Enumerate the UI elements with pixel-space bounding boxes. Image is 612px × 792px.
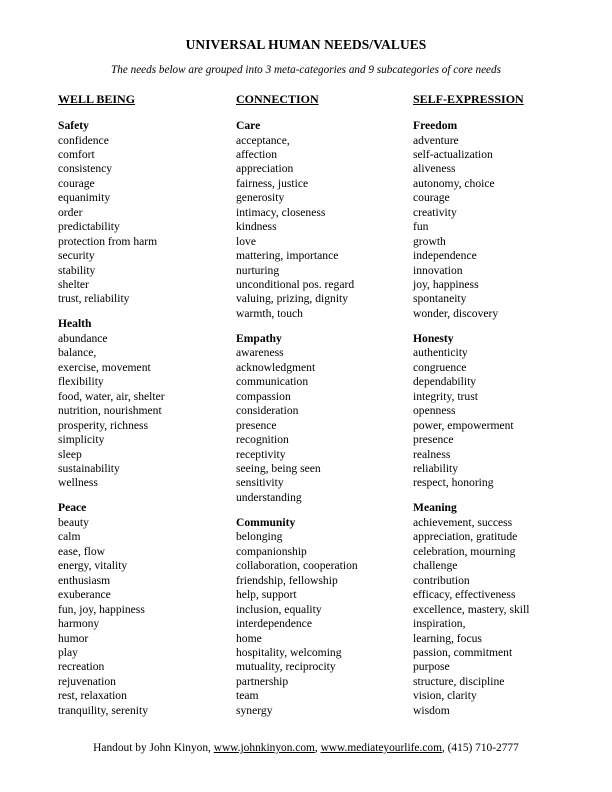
need-item: acknowledgment [236,360,316,374]
need-item: inspiration, [413,617,466,631]
need-item: appreciation, gratitude [413,530,518,544]
need-item: achievement, success [413,515,513,529]
need-item: courage [58,176,95,190]
need-group-peace [58,501,165,718]
need-item: innovation [413,263,463,277]
group-heading: Meaning [413,501,457,515]
need-item: confidence [58,133,109,147]
need-item: simplicity [58,433,105,447]
need-item: hospitality, welcoming [236,646,342,659]
need-item: passion, commitment [413,646,513,659]
need-item: trust, reliability [58,292,130,306]
need-item: wisdom [413,703,450,717]
need-group-care [236,119,358,321]
column-heading: CONNECTION [236,92,319,106]
need-item: understanding [236,490,302,504]
need-item: kindness [236,220,277,234]
need-item: power, empowerment [413,418,514,432]
need-item: mattering, importance [236,249,339,263]
footer-link-mediateyourlife[interactable]: www.mediateyourlife.com [320,742,442,754]
need-item: recreation [58,660,105,674]
need-item: friendship, fellowship [236,573,338,587]
need-item: affection [236,147,277,161]
need-item: protection from harm [58,234,158,248]
need-item: belonging [236,530,283,544]
need-item: acceptance, [236,133,290,147]
need-item: compassion [236,389,291,403]
need-item: valuing, prizing, dignity [236,292,349,306]
need-item: respect, honoring [413,476,494,490]
need-item: harmony [58,617,100,631]
need-item: comfort [58,147,95,161]
need-item: dependability [413,375,477,389]
group-heading: Safety [58,119,89,132]
need-item: sensitivity [236,476,284,490]
need-item: structure, discipline [413,674,505,688]
need-item: realness [413,447,451,461]
need-item: fairness, justice [236,176,309,190]
need-item: shelter [58,278,89,292]
need-item: independence [413,249,477,263]
group-heading: Community [236,515,296,529]
need-group-freedom [413,119,529,321]
need-item: home [236,631,262,645]
need-item: courage [413,191,450,205]
need-item: flexibility [58,375,104,389]
column-self-expression [413,90,529,729]
footer-prefix: Handout by John Kinyon, [93,742,214,754]
need-item: purpose [413,660,450,674]
need-group-meaning [413,501,529,718]
need-item: aliveness [413,162,456,176]
need-group-empathy [236,332,358,505]
need-group-safety [58,119,165,307]
need-item: generosity [236,191,285,205]
column-groups [58,119,165,718]
need-item: unconditional pos. regard [236,278,355,292]
need-item: food, water, air, shelter [58,389,165,403]
need-item: learning, focus [413,631,482,645]
need-item: excellence, mastery, skill [413,602,530,616]
need-item: security [58,249,95,263]
need-item: predictability [58,220,120,234]
need-item: rejuvenation [58,674,116,688]
need-item: openness [413,404,456,418]
need-item: team [236,689,259,703]
need-item: receptivity [236,447,286,461]
group-heading: Empathy [236,331,282,345]
need-item: appreciation [236,162,294,176]
need-item: help, support [236,588,297,602]
need-item: sleep [58,447,82,461]
need-item: vision, clarity [413,689,477,703]
need-item: presence [236,418,277,432]
footer-suffix: , (415) 710-2777 [441,742,519,754]
need-item: adventure [413,133,459,147]
need-item: exuberance [58,588,111,602]
need-item: intimacy, closeness [236,205,326,219]
need-item: energy, vitality [58,559,128,573]
need-item: integrity, trust [413,389,478,403]
need-item: balance, [58,346,97,360]
need-item: rest, relaxation [58,689,127,703]
column-well-being [58,90,165,729]
group-heading: Peace [58,501,87,515]
need-item: enthusiasm [58,573,111,587]
need-item: efficacy, effectiveness [413,588,516,602]
need-item: play [58,646,78,659]
group-heading: Honesty [413,331,454,345]
need-item: love [236,234,256,248]
need-item: wellness [58,476,98,490]
footer [0,742,612,754]
need-item: synergy [236,703,273,717]
need-item: wonder, discovery [413,306,499,320]
need-item: congruence [413,360,467,374]
need-group-health [58,317,165,490]
need-item: warmth, touch [236,306,303,320]
need-item: companionship [236,544,307,558]
need-item: calm [58,530,81,544]
need-item: inclusion, equality [236,602,322,616]
need-item: awareness [236,346,284,360]
need-item: partnership [236,674,289,688]
column-connection [236,90,358,729]
need-item: nutrition, nourishment [58,404,162,418]
need-item: authenticity [413,346,468,360]
footer-separator: , [314,742,321,754]
page-title: UNIVERSAL HUMAN NEEDS/VALUES [185,37,427,52]
need-item: spontaneity [413,292,467,306]
need-item: beauty [58,515,89,529]
need-item: growth [413,234,446,248]
need-item: communication [236,375,309,389]
need-item: reliability [413,462,459,476]
need-group-community [236,516,358,718]
footer-link-johnkinyon[interactable]: www.johnkinyon.com [213,742,315,754]
group-heading: Freedom [413,119,458,132]
column-heading: WELL BEING [58,92,136,106]
column-groups [413,119,529,718]
need-item: self-actualization [413,147,493,161]
need-item: challenge [413,559,458,573]
need-item: autonomy, choice [413,176,495,190]
need-item: consistency [58,162,113,176]
need-item: joy, happiness [413,278,479,292]
group-heading: Health [58,317,92,331]
need-item: interdependence [236,617,312,631]
need-item: presence [413,433,454,447]
need-item: humor [58,631,89,645]
need-item: fun, joy, happiness [58,602,145,616]
need-item: collaboration, cooperation [236,559,358,573]
need-item: prosperity, richness [58,418,149,432]
page-subtitle: The needs below are grouped into 3 meta-categories and 9 subcategories of core needs [111,64,501,76]
need-item: ease, flow [58,544,105,558]
need-item: tranquility, serenity [58,703,149,717]
column-heading: SELF-EXPRESSION [413,92,524,106]
need-item: sustainability [58,462,120,476]
column-groups [236,119,358,718]
need-item: creativity [413,205,457,219]
need-item: seeing, being seen [236,462,321,476]
need-item: nurturing [236,263,280,277]
need-item: celebration, mourning [413,544,516,558]
need-item: equanimity [58,191,111,205]
need-item: stability [58,263,96,277]
need-item: recognition [236,433,289,447]
need-item: exercise, movement [58,360,151,374]
need-item: contribution [413,573,470,587]
need-item: fun [413,220,429,234]
group-heading: Care [236,119,261,132]
need-item: abundance [58,331,108,345]
need-group-honesty [413,332,529,491]
need-item: mutuality, reciprocity [236,660,336,674]
need-item: consideration [236,404,299,418]
need-item: order [58,205,83,219]
